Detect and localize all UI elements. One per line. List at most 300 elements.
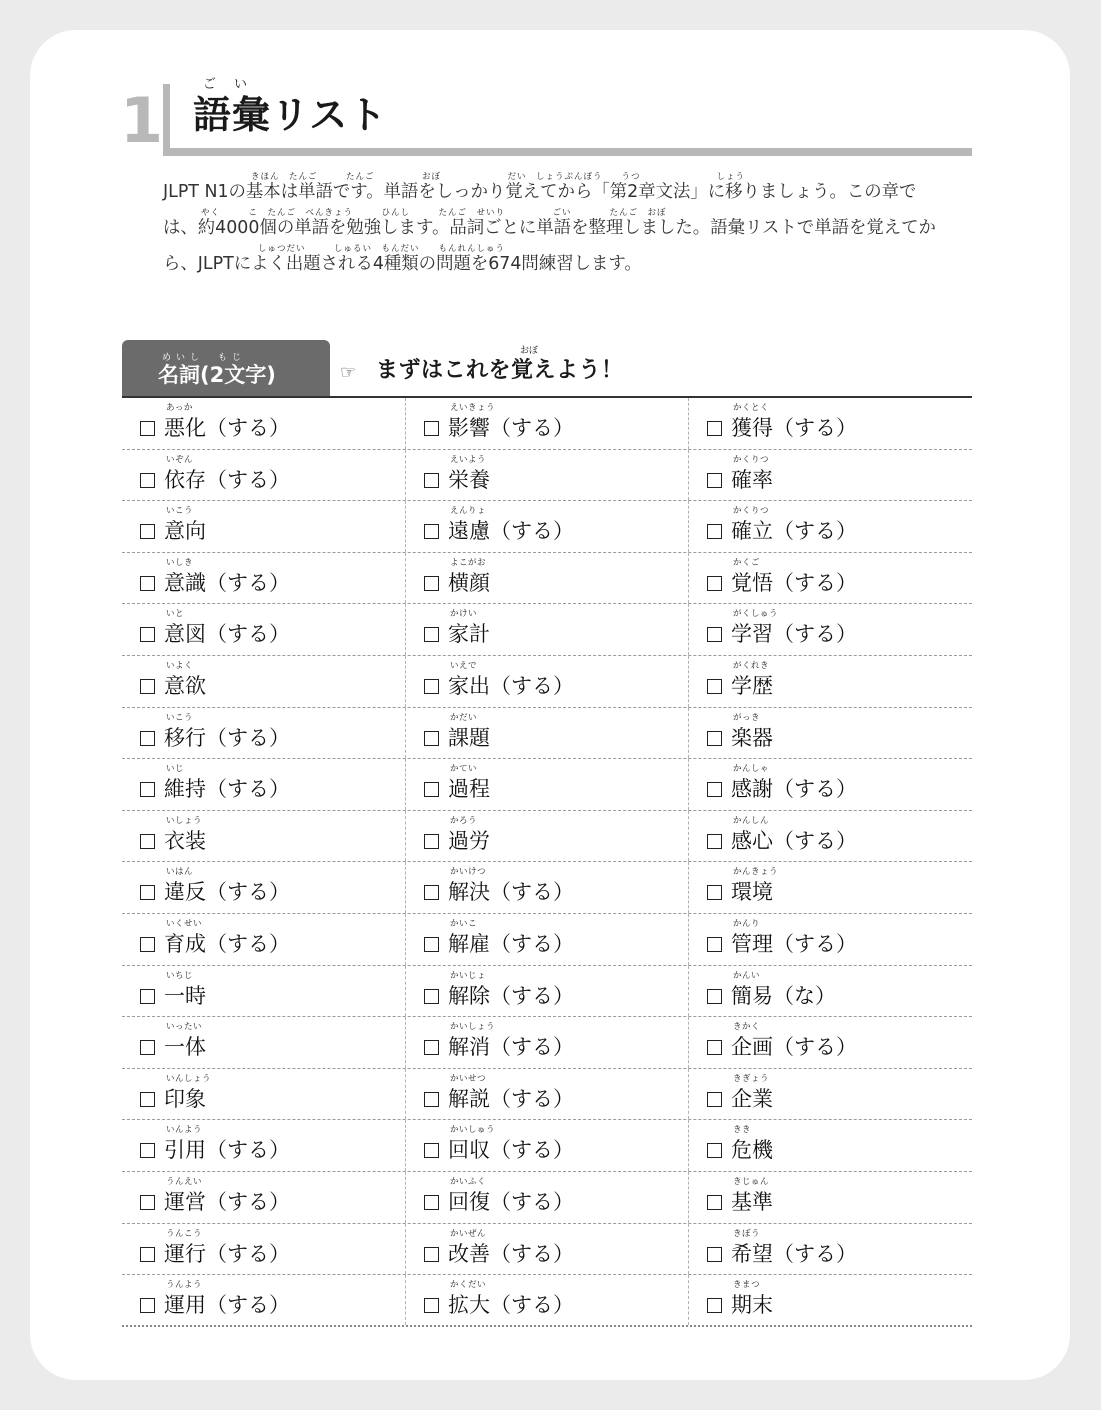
checkbox[interactable] — [424, 1195, 439, 1210]
word-reading: いよく — [166, 660, 194, 671]
checkbox[interactable] — [140, 782, 155, 797]
vocab-word — [731, 673, 773, 699]
word-reading: かんい — [733, 970, 761, 981]
word-text: 感謝 — [731, 777, 773, 802]
vocab-word — [164, 518, 206, 544]
vocab-item — [688, 1069, 971, 1120]
vocab-word — [448, 518, 574, 544]
vocab-word — [731, 725, 773, 751]
vocab-item — [405, 450, 688, 501]
vocab-item — [405, 1275, 688, 1325]
checkbox[interactable] — [140, 731, 155, 746]
word-suffix: （する） — [773, 931, 857, 956]
word-text: 悪化 — [164, 416, 206, 440]
checkbox[interactable] — [424, 731, 439, 746]
checkbox[interactable] — [140, 1143, 155, 1158]
intro-line: しゅつだい しゅるい もんだい もんれんしゅう ら、JLPTによく出題される4種類の問題を674問練習します。 — [163, 244, 642, 274]
word-suffix: （する） — [490, 931, 574, 956]
checkbox[interactable] — [424, 989, 439, 1004]
section-number: 1 — [120, 84, 164, 157]
checkbox[interactable] — [707, 1298, 722, 1313]
checkbox[interactable] — [140, 937, 155, 952]
word-reading: いしき — [166, 557, 194, 568]
word-reading: えいよう — [450, 454, 487, 465]
checkbox[interactable] — [424, 1298, 439, 1313]
checkbox[interactable] — [424, 627, 439, 642]
word-reading: えんりょ — [450, 506, 487, 517]
checkbox[interactable] — [140, 524, 155, 539]
vocab-item — [688, 501, 971, 552]
vocab-word — [731, 879, 773, 905]
vocab-word — [448, 725, 490, 751]
pointing-hand-icon: ☞ — [340, 362, 357, 383]
word-reading: かだい — [450, 712, 478, 723]
vocab-word — [164, 725, 290, 751]
vocab-word — [164, 1137, 290, 1163]
vocab-item — [122, 1069, 405, 1120]
intro-line: きほん たんご たんご おぼ だい しょうぶんぽう うつ しょう JLPT N1の基本は単語です。単語をしっかり覚えてから「第2章文法」に移りましょう。この章で — [163, 172, 917, 202]
checkbox[interactable] — [707, 782, 722, 797]
word-reading: かいしゅう — [450, 1125, 496, 1136]
checkbox[interactable] — [707, 1195, 722, 1210]
checkbox[interactable] — [707, 731, 722, 746]
word-text: 家計 — [448, 622, 490, 647]
word-suffix: （する） — [206, 1293, 290, 1318]
word-reading: いえで — [450, 660, 478, 671]
vocab-word — [448, 570, 490, 596]
vocab-word — [164, 1241, 290, 1267]
vocab-item — [405, 914, 688, 965]
word-text: 課題 — [448, 725, 490, 750]
checkbox[interactable] — [140, 473, 155, 488]
vocab-word — [731, 467, 773, 493]
heading-vertical-rule — [163, 84, 170, 156]
word-text: 解決 — [448, 880, 490, 905]
word-suffix: （する） — [773, 519, 857, 544]
word-text: 過程 — [448, 777, 490, 802]
vocab-item — [405, 1224, 688, 1275]
word-text: 育成 — [164, 931, 206, 956]
word-reading: いしょう — [166, 815, 203, 826]
word-suffix: （する） — [490, 673, 574, 698]
vocabulary-grid — [122, 398, 972, 1327]
vocab-word — [164, 1292, 290, 1318]
checkbox[interactable] — [707, 989, 722, 1004]
vocab-word — [164, 983, 206, 1009]
word-suffix: （する） — [206, 880, 290, 905]
word-reading: かいじょ — [450, 970, 487, 981]
word-reading: かいぜん — [450, 1228, 487, 1239]
word-text: 家出 — [448, 673, 490, 698]
checkbox[interactable] — [140, 1040, 155, 1055]
page-title: 語彙リスト — [193, 93, 388, 137]
word-suffix: （する） — [206, 1189, 290, 1214]
vocab-word — [731, 1137, 773, 1163]
vocab-word — [731, 1292, 773, 1318]
checkbox[interactable] — [707, 627, 722, 642]
vocab-word — [448, 621, 490, 647]
vocab-item — [688, 398, 971, 449]
word-reading: かくりつ — [733, 506, 770, 517]
vocab-word — [448, 673, 574, 699]
word-text: 学習 — [731, 622, 773, 647]
checkbox[interactable] — [424, 421, 439, 436]
word-reading: かんり — [733, 918, 761, 929]
word-text: 解消 — [448, 1035, 490, 1060]
word-text: 確立 — [731, 519, 773, 544]
vocab-item — [688, 1224, 971, 1275]
checkbox[interactable] — [707, 1040, 722, 1055]
word-reading: かいこ — [450, 918, 478, 929]
word-reading: きかく — [733, 1022, 761, 1033]
vocab-item — [688, 656, 971, 707]
word-text: 影響 — [448, 416, 490, 440]
vocab-word — [448, 1241, 574, 1267]
vocab-item — [122, 759, 405, 810]
word-reading: がっき — [733, 712, 761, 723]
word-text: 運行 — [164, 1241, 206, 1266]
vocab-row — [122, 1120, 972, 1172]
vocab-word — [164, 828, 206, 854]
vocab-item — [688, 862, 971, 913]
vocab-item — [122, 604, 405, 655]
vocab-word — [448, 983, 574, 1009]
word-reading: いんよう — [166, 1125, 203, 1136]
word-reading: うんえい — [166, 1176, 203, 1187]
word-reading: がくしゅう — [733, 609, 779, 620]
word-reading: いぞん — [166, 454, 194, 465]
vocab-item — [405, 759, 688, 810]
word-reading: かいせつ — [450, 1073, 487, 1084]
word-suffix: （する） — [206, 777, 290, 802]
word-suffix: （する） — [206, 416, 290, 440]
vocab-item — [688, 1017, 971, 1068]
word-suffix: （する） — [490, 1241, 574, 1266]
word-reading: がくれき — [733, 660, 770, 671]
checkbox[interactable] — [707, 1092, 722, 1107]
vocab-item — [688, 966, 971, 1017]
vocab-row — [122, 501, 972, 553]
word-text: 回収 — [448, 1138, 490, 1163]
vocab-word — [164, 1189, 290, 1215]
word-suffix: （する） — [490, 880, 574, 905]
vocab-item — [688, 708, 971, 759]
vocab-item — [405, 1069, 688, 1120]
word-text: 簡易 — [731, 983, 773, 1008]
vocab-item — [405, 604, 688, 655]
vocab-item — [405, 1120, 688, 1171]
vocab-row — [122, 914, 972, 966]
vocab-item — [122, 1172, 405, 1223]
checkbox[interactable] — [707, 834, 722, 849]
word-suffix: （する） — [490, 1293, 574, 1318]
word-text: 改善 — [448, 1241, 490, 1266]
checkbox[interactable] — [140, 1092, 155, 1107]
word-reading: かくだい — [450, 1280, 487, 1291]
word-suffix: （な） — [773, 983, 836, 1008]
vocab-word — [164, 621, 290, 647]
checkbox[interactable] — [707, 937, 722, 952]
word-text: 一時 — [164, 983, 206, 1008]
word-text: 環境 — [731, 880, 773, 905]
vocab-item — [405, 501, 688, 552]
word-suffix: （する） — [773, 1035, 857, 1060]
tab-label: 名詞(2文字) — [158, 363, 276, 387]
word-suffix: （する） — [206, 931, 290, 956]
vocab-item — [688, 1275, 971, 1325]
vocab-item — [122, 966, 405, 1017]
word-reading: いこう — [166, 506, 194, 517]
word-text: 違反 — [164, 880, 206, 905]
word-suffix: （する） — [490, 983, 574, 1008]
word-suffix: （する） — [773, 1241, 857, 1266]
vocab-word — [448, 1189, 574, 1215]
checkbox[interactable] — [140, 989, 155, 1004]
word-suffix: （する） — [206, 725, 290, 750]
tab-reading: めいし もじ — [162, 353, 247, 363]
heading-underline — [163, 148, 972, 156]
vocab-item — [688, 1120, 971, 1171]
vocab-item — [122, 553, 405, 604]
word-text: 危機 — [731, 1138, 773, 1163]
checkbox[interactable] — [140, 421, 155, 436]
word-text: 衣装 — [164, 828, 206, 853]
word-text: 期末 — [731, 1293, 773, 1318]
vocab-word — [731, 1189, 773, 1215]
vocab-word — [448, 1292, 574, 1318]
vocab-word — [731, 983, 836, 1009]
vocab-word — [731, 518, 857, 544]
vocab-word — [731, 776, 857, 802]
word-text: 意向 — [164, 519, 206, 544]
word-suffix: （する） — [490, 1138, 574, 1163]
vocab-row — [122, 811, 972, 863]
word-text: 基準 — [731, 1189, 773, 1214]
word-suffix: （する） — [206, 1241, 290, 1266]
word-reading: かくりつ — [733, 454, 770, 465]
vocab-item — [122, 914, 405, 965]
word-reading: きき — [733, 1125, 752, 1136]
word-suffix: （する） — [206, 622, 290, 647]
checkbox[interactable] — [424, 1143, 439, 1158]
word-reading: きぼう — [733, 1228, 761, 1239]
vocab-row — [122, 708, 972, 760]
checkbox[interactable] — [707, 421, 722, 436]
checkbox[interactable] — [424, 576, 439, 591]
vocab-item — [688, 1172, 971, 1223]
vocab-item — [122, 862, 405, 913]
word-reading: かんきょう — [733, 867, 779, 878]
word-reading: いと — [166, 609, 185, 620]
checkbox[interactable] — [424, 679, 439, 694]
word-suffix: （する） — [206, 570, 290, 595]
vocab-word — [448, 931, 574, 957]
intro-paragraph — [163, 172, 983, 288]
vocab-word — [164, 570, 290, 596]
vocab-item — [122, 1224, 405, 1275]
word-text: 感心 — [731, 828, 773, 853]
word-text: 希望 — [731, 1241, 773, 1266]
vocab-item — [122, 1275, 405, 1325]
vocab-word — [448, 879, 574, 905]
vocab-item — [405, 398, 688, 449]
word-suffix: （する） — [206, 1138, 290, 1163]
checkbox[interactable] — [140, 1298, 155, 1313]
word-reading: いくせい — [166, 918, 203, 929]
word-reading: かいしょう — [450, 1022, 496, 1033]
vocab-word — [164, 879, 290, 905]
checkbox[interactable] — [140, 576, 155, 591]
vocab-word — [164, 1086, 206, 1112]
vocab-item — [122, 1120, 405, 1171]
word-reading: かんしゃ — [733, 764, 770, 775]
word-reading: きぎょう — [733, 1073, 770, 1084]
vocab-row — [122, 1069, 972, 1121]
word-reading: いじ — [166, 764, 185, 775]
word-reading: いこう — [166, 712, 194, 723]
word-text: 拡大 — [448, 1293, 490, 1318]
checkbox[interactable] — [707, 473, 722, 488]
checkbox[interactable] — [140, 834, 155, 849]
vocab-word — [448, 828, 490, 854]
word-reading: かてい — [450, 764, 478, 775]
vocab-word — [448, 776, 490, 802]
vocab-word — [731, 621, 857, 647]
checkbox[interactable] — [424, 473, 439, 488]
checkbox[interactable] — [424, 782, 439, 797]
vocab-row — [122, 862, 972, 914]
vocab-word — [731, 828, 857, 854]
vocab-word — [731, 1241, 857, 1267]
word-suffix: （する） — [490, 519, 574, 544]
word-reading: うんよう — [166, 1280, 203, 1291]
checkbox[interactable] — [424, 1040, 439, 1055]
checkbox[interactable] — [707, 576, 722, 591]
word-text: 獲得 — [731, 416, 773, 440]
word-reading: かんしん — [733, 815, 770, 826]
word-text: 一体 — [164, 1035, 206, 1060]
word-text: 意識 — [164, 570, 206, 595]
word-reading: えいきょう — [450, 403, 496, 413]
checkbox[interactable] — [707, 524, 722, 539]
intro-reading: しゅつだい しゅるい もんだい もんれんしゅう — [201, 244, 506, 254]
vocab-item — [122, 501, 405, 552]
word-suffix: （する） — [773, 570, 857, 595]
word-reading: かけい — [450, 609, 478, 620]
word-text: 楽器 — [731, 725, 773, 750]
checkbox[interactable] — [707, 1247, 722, 1262]
word-suffix: （する） — [773, 416, 857, 440]
vocab-word — [448, 1086, 574, 1112]
vocab-word — [448, 1137, 574, 1163]
word-text: 横顔 — [448, 570, 490, 595]
section-tab — [122, 340, 330, 396]
vocab-item — [122, 811, 405, 862]
word-text: 覚悟 — [731, 570, 773, 595]
vocab-word — [448, 415, 574, 441]
vocab-word — [731, 1034, 857, 1060]
vocab-row — [122, 1275, 972, 1327]
checkbox[interactable] — [707, 1143, 722, 1158]
checkbox[interactable] — [140, 885, 155, 900]
checkbox[interactable] — [140, 627, 155, 642]
word-text: 依存 — [164, 467, 206, 492]
word-text: 管理 — [731, 931, 773, 956]
checkbox[interactable] — [424, 885, 439, 900]
word-text: 学歴 — [731, 673, 773, 698]
vocab-word — [731, 1086, 773, 1112]
word-text: 解説 — [448, 1086, 490, 1111]
vocab-item — [405, 862, 688, 913]
vocab-item — [405, 1172, 688, 1223]
word-reading: いはん — [166, 867, 194, 878]
word-text: 確率 — [731, 467, 773, 492]
word-text: 移行 — [164, 725, 206, 750]
vocab-word — [164, 415, 290, 441]
vocab-word — [731, 570, 857, 596]
word-text: 企画 — [731, 1035, 773, 1060]
checkbox[interactable] — [424, 834, 439, 849]
vocab-item — [688, 604, 971, 655]
checkbox[interactable] — [424, 524, 439, 539]
intro-line: やく こ たんご べんきょう ひんし たんご せいり ごい たんご おぼ は、約4000個の単語を勉強します。品詞ごとに単語を整理しました。語彙リストで単語を覚えてか — [163, 208, 936, 238]
word-text: 栄養 — [448, 467, 490, 492]
checkbox[interactable] — [140, 679, 155, 694]
vocab-item — [122, 708, 405, 759]
word-reading: いったい — [166, 1022, 203, 1033]
vocab-word — [731, 931, 857, 957]
vocab-word — [164, 1034, 206, 1060]
vocab-row — [122, 1017, 972, 1069]
word-reading: うんこう — [166, 1228, 203, 1239]
checkbox[interactable] — [424, 937, 439, 952]
vocab-row — [122, 450, 972, 502]
checkbox[interactable] — [424, 1247, 439, 1262]
word-text: 運用 — [164, 1293, 206, 1318]
word-reading: いんしょう — [166, 1073, 212, 1084]
word-text: 引用 — [164, 1138, 206, 1163]
checkbox[interactable] — [707, 885, 722, 900]
word-reading: きじゅん — [733, 1176, 770, 1187]
word-suffix: （する） — [773, 777, 857, 802]
word-reading: いちじ — [166, 970, 194, 981]
intro-reading: やく こ たんご べんきょう ひんし たんご せいり ごい たんご おぼ — [201, 208, 667, 218]
vocab-item — [405, 708, 688, 759]
vocab-item — [122, 450, 405, 501]
vocab-item — [405, 811, 688, 862]
word-suffix: （する） — [490, 1189, 574, 1214]
checkbox[interactable] — [424, 1092, 439, 1107]
word-reading: あっか — [166, 403, 193, 413]
checkbox[interactable] — [140, 1195, 155, 1210]
vocab-item — [405, 656, 688, 707]
vocab-item — [122, 1017, 405, 1068]
vocab-item — [688, 759, 971, 810]
vocab-item — [688, 811, 971, 862]
vocab-word — [164, 673, 206, 699]
vocab-item — [122, 398, 405, 449]
vocab-item — [405, 966, 688, 1017]
word-reading: かくご — [733, 557, 761, 568]
word-reading: よこがお — [450, 557, 487, 568]
checkbox[interactable] — [707, 679, 722, 694]
vocab-word — [731, 415, 857, 441]
vocab-row — [122, 553, 972, 605]
checkbox[interactable] — [140, 1247, 155, 1262]
word-text: 意図 — [164, 622, 206, 647]
vocab-row — [122, 1172, 972, 1224]
vocab-word — [448, 467, 490, 493]
